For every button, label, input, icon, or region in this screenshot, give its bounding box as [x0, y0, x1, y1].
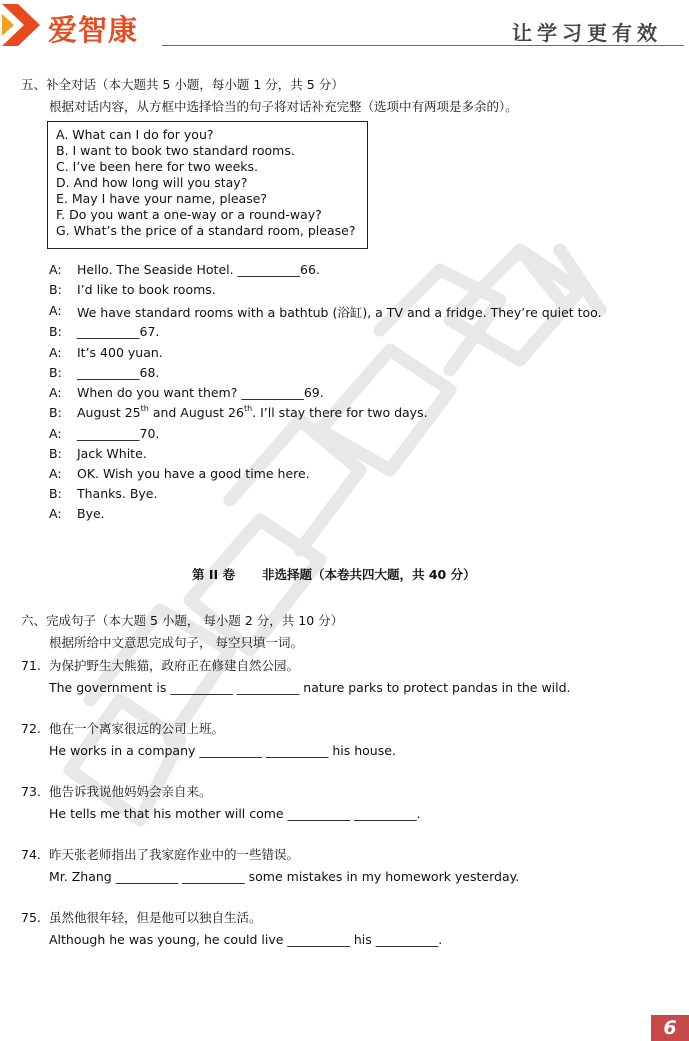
dialogue-line: Hello. The Seaside Hotel. __________66. [77, 262, 320, 277]
option-f: F. Do you want a one-way or a round-way? [56, 207, 322, 222]
option-g: G. What’s the price of a standard room, please? [56, 223, 356, 238]
section5-title: 五、补全对话（本大题共 5 小题，每小题 1 分，共 5 分） [21, 77, 344, 92]
question-number: 74. [21, 847, 41, 862]
brand-logo-icon [2, 4, 40, 46]
brand-name: 爱智康 [48, 13, 139, 47]
question-english: Although he was young, he could live __________ his __________. [49, 932, 443, 947]
section6-instruction: 根据所给中文意思完成句子， 每空只填一词。 [49, 635, 303, 650]
option-c: C. I’ve been here for two weeks. [56, 159, 258, 174]
dialogue-speaker: B: [49, 365, 62, 380]
question-english: Mr. Zhang __________ __________ some mistakes in my homework yesterday. [49, 869, 520, 884]
dialogue-speaker: B: [49, 282, 62, 297]
question-english: The government is __________ __________ nature parks to protect pandas in the wild. [49, 680, 571, 695]
dialogue-speaker: A: [49, 506, 62, 521]
option-e: E. May I have your name, please? [56, 191, 268, 206]
dialogue-line: __________67. [77, 324, 160, 339]
dialogue-line: When do you want them? __________69. [77, 385, 324, 400]
page-number: 6 [651, 1015, 689, 1041]
dialogue-speaker: A: [49, 262, 62, 277]
part2-title: 非选择题（本卷共四大题，共 40 分） [262, 567, 476, 582]
question-number: 72. [21, 721, 41, 736]
question-chinese: 虽然他很年轻，但是他可以独自生活。 [49, 910, 262, 925]
dialogue-line: Thanks. Bye. [77, 486, 158, 501]
header-divider [162, 45, 684, 46]
question-number: 73. [21, 784, 41, 799]
section6-title: 六、完成句子（本大题 5 小题， 每小题 2 分，共 10 分） [21, 613, 344, 628]
dialogue-speaker: A: [49, 466, 62, 481]
dialogue-speaker: B: [49, 324, 62, 339]
question-english: He tells me that his mother will come __________ __________. [49, 806, 421, 821]
option-b: B. I want to book two standard rooms. [56, 143, 295, 158]
dialogue-line: We have standard rooms with a bathtub (浴缸), a TV and a fridge. They’re quiet too. [77, 305, 602, 320]
question-number: 75. [21, 910, 41, 925]
question-number: 71. [21, 658, 41, 673]
dialogue-line: I’d like to book rooms. [77, 282, 216, 297]
dialogue-speaker: A: [49, 303, 62, 318]
dialogue-speaker: A: [49, 385, 62, 400]
part2-label: 第 II 卷 [192, 567, 236, 582]
question-english: He works in a company __________ __________ his house. [49, 743, 396, 758]
option-a: A. What can I do for you? [56, 127, 214, 142]
dialogue-speaker: A: [49, 426, 62, 441]
dialogue-speaker: B: [49, 405, 62, 420]
dialogue-line: __________68. [77, 365, 160, 380]
slogan: 让学习更有效 [512, 21, 662, 45]
dialogue-line: __________70. [77, 426, 160, 441]
question-chinese: 为保护野生大熊猫，政府正在修建自然公园。 [49, 658, 300, 673]
question-chinese: 他告诉我说他妈妈会亲自来。 [49, 784, 212, 799]
dialogue-speaker: A: [49, 345, 62, 360]
dialogue-speaker: B: [49, 446, 62, 461]
option-d: D. And how long will you stay? [56, 175, 248, 190]
dialogue-line: It’s 400 yuan. [77, 345, 163, 360]
dialogue-speaker: B: [49, 486, 62, 501]
question-chinese: 他在一个离家很远的公司上班。 [49, 721, 225, 736]
dialogue-line: Jack White. [77, 446, 147, 461]
question-chinese: 昨天张老师指出了我家庭作业中的一些错误。 [49, 847, 300, 862]
dialogue-line: Bye. [77, 506, 105, 521]
dialogue-line: August 25th and August 26th. I’ll stay there for two days. [77, 404, 428, 420]
section5-instruction: 根据对话内容，从方框中选择恰当的句子将对话补充完整（选项中有两项是多余的）。 [49, 99, 518, 114]
dialogue-line: OK. Wish you have a good time here. [77, 466, 310, 481]
